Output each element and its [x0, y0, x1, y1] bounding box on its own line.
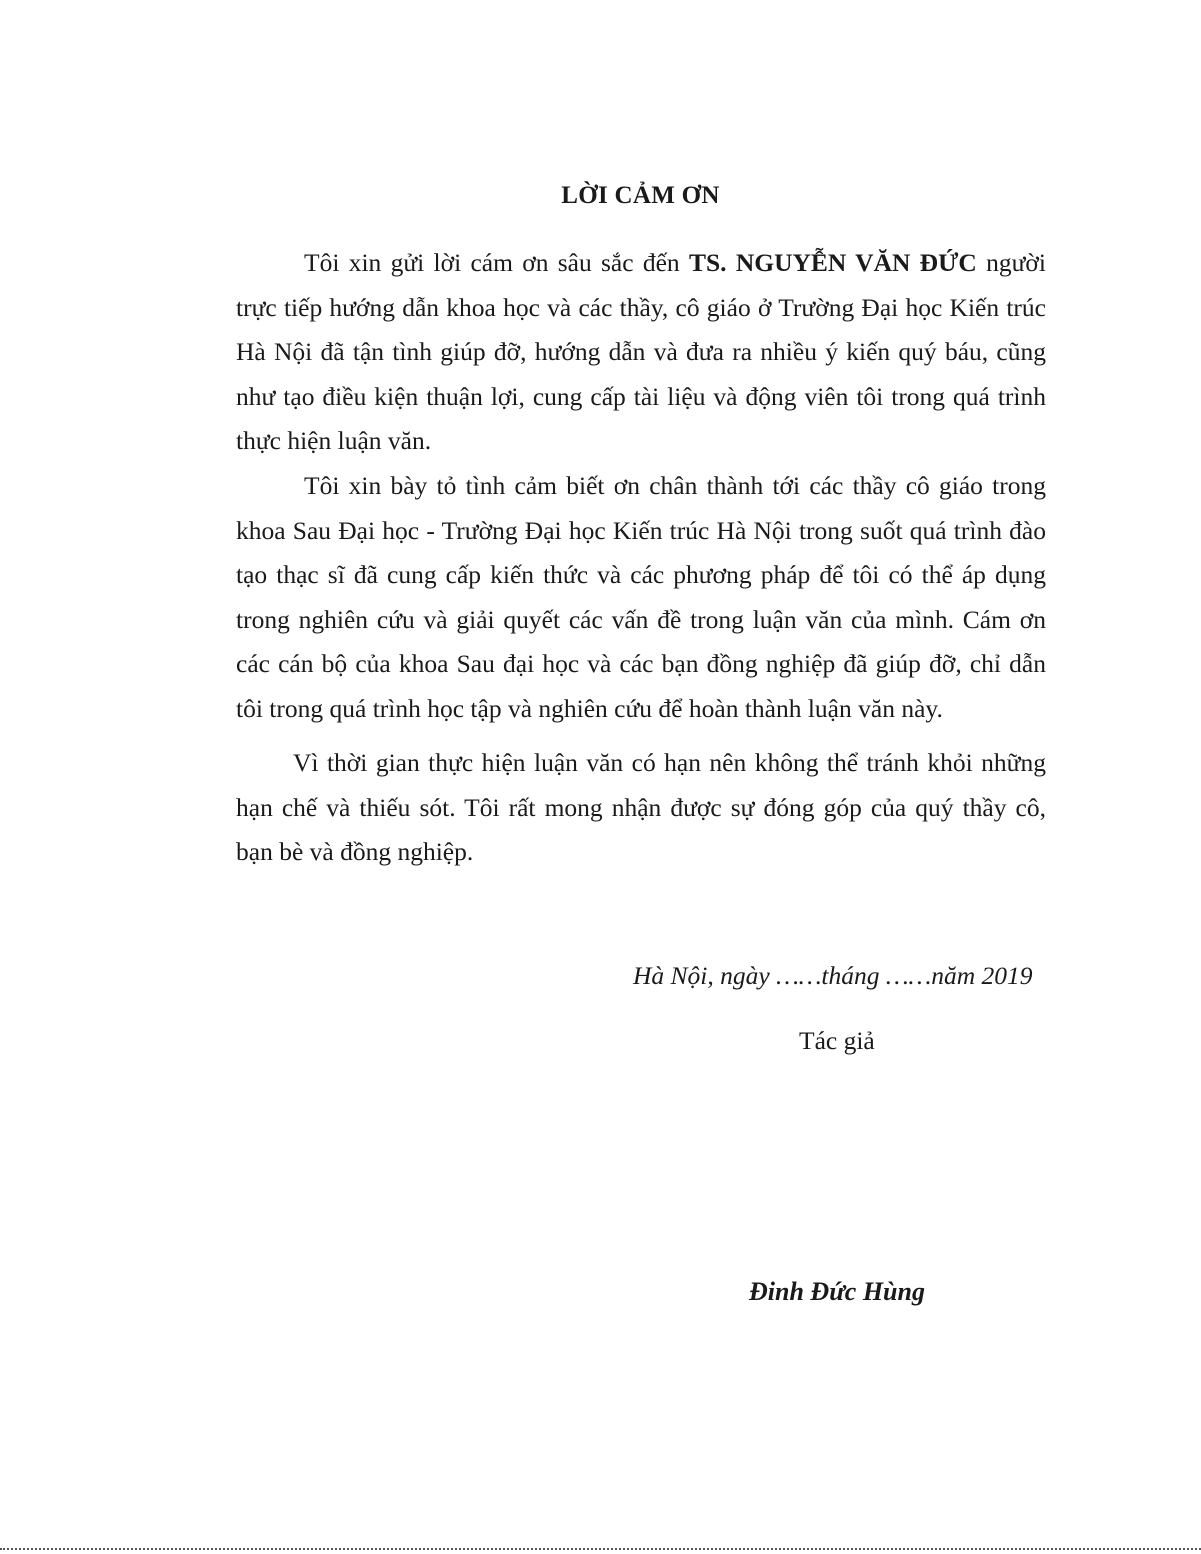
document-title: LỜI CẢM ƠN [561, 182, 720, 209]
paragraph-1-intro: Tôi xin gửi lời cám ơn sâu sắc đến [304, 248, 689, 277]
place-date-line: Hà Nội, ngày ……tháng ……năm 2019 [633, 961, 1033, 990]
acknowledgement-paragraph-2: Tôi xin bày tỏ tình cảm biết ơn chân thành tới các thầy cô giáo trong khoa Sau Đại học - Trường Đại học Kiến trúc Hà Nội trong suốt quá trình đào tạo thạc sĩ đã cung cấp kiến thức và các phương pháp để tôi có thể áp dụng trong nghiên cứu và giải quyết các vấn đề trong luận văn của mình. Cám ơn các cán bộ của khoa Sau đại học và các bạn đồng nghiệp đã giúp đỡ, chỉ dẫn tôi trong quá trình học tập và nghiên cứu để hoàn thành luận văn này. [236, 471, 1046, 723]
paragraph-1-rest: người trực tiếp hướng dẫn khoa học và các thầy, cô giáo ở Trường Đại học Kiến trúc Hà Nội đã tận tình giúp đỡ, hướng dẫn và đưa ra nhiều ý kiến quý báu, cũng như tạo điều kiện thuận lợi, cung cấp tài liệu và động viên tôi trong quá trình thực hiện luận văn. [236, 248, 1046, 456]
author-label: Tác giả [799, 1026, 875, 1055]
acknowledgement-paragraph-3: Vì thời gian thực hiện luận văn có hạn nên không thể tránh khỏi những hạn chế và thiếu sót. Tôi rất mong nhận được sự đóng góp của quý thầy cô, bạn bè và đồng nghiệp. [236, 748, 1046, 867]
author-name: Đinh Đức Hùng [749, 1277, 925, 1306]
page-bottom-divider [0, 1548, 1201, 1550]
acknowledgement-paragraph-1 [236, 241, 1046, 464]
advisor-name: TS. NGUYỄN VĂN ĐỨC [688, 248, 977, 277]
